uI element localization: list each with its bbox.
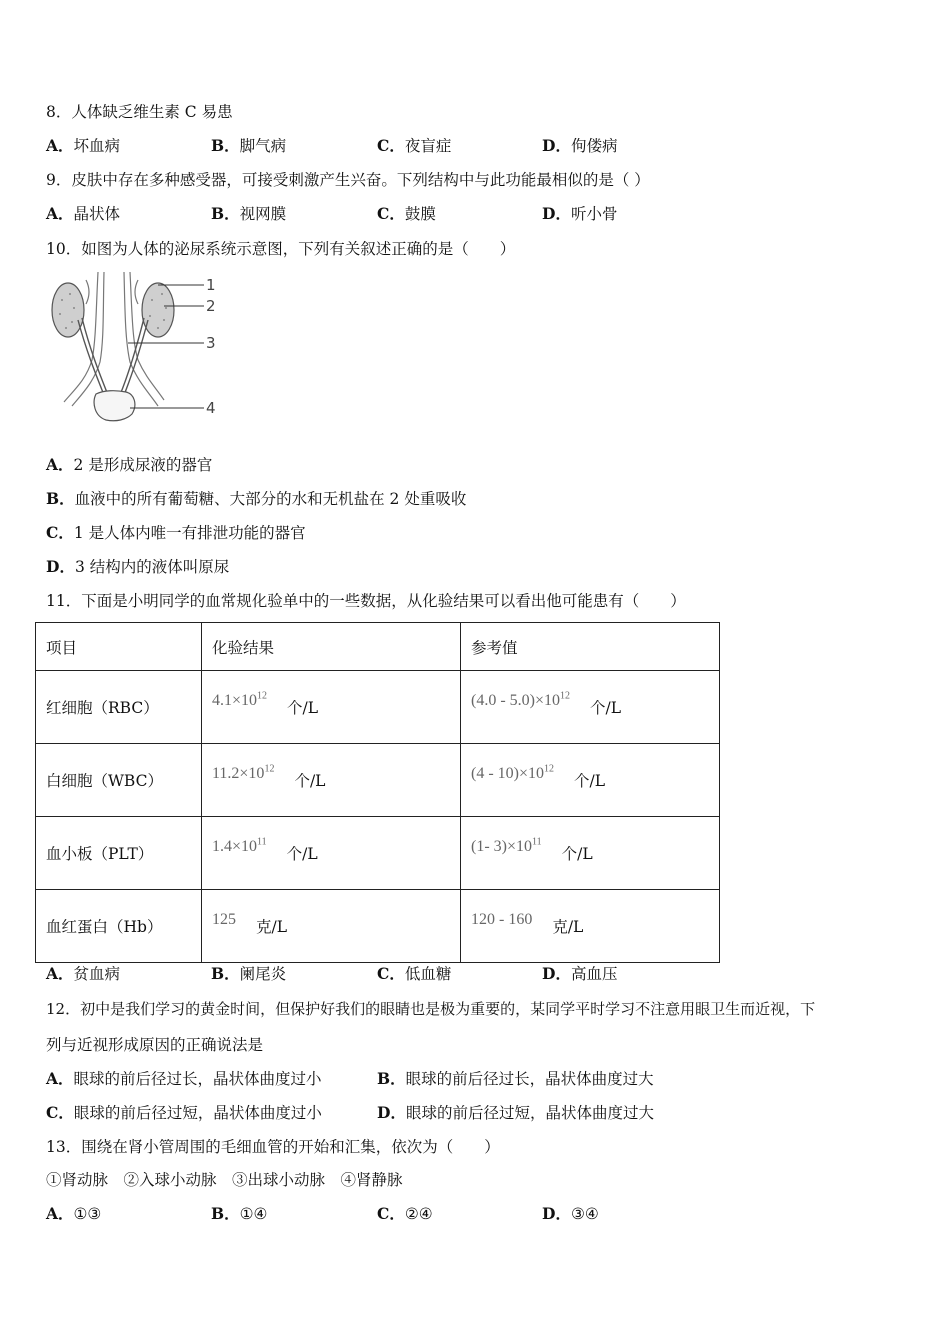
table-row	[36, 671, 720, 744]
table-cell-result: 125 克/L	[202, 890, 461, 963]
option-letter: B．	[377, 1069, 406, 1088]
option-letter: C．	[46, 1103, 74, 1122]
q11-option-a[interactable]	[46, 964, 120, 984]
table-cell-item: 血红蛋白（Hb）	[36, 890, 202, 963]
q9-stem: 9．皮肤中存在多种感受器，可接受刺激产生兴奋。下列结构中与此功能最相似的是（ ）	[46, 171, 650, 189]
q12-option-a[interactable]	[46, 1069, 322, 1089]
option-text: 血液中的所有葡萄糖、大部分的水和无机盐在 2 处重吸收	[74, 490, 467, 508]
q13-option-b[interactable]	[211, 1204, 267, 1224]
option-letter: A．	[46, 455, 74, 474]
option-text: 听小骨	[570, 205, 618, 223]
q12-option-d[interactable]	[377, 1103, 654, 1123]
option-text: 2 是形成尿液的器官	[73, 456, 213, 474]
option-letter: D．	[542, 964, 571, 983]
q12-option-c[interactable]	[46, 1103, 322, 1123]
option-letter: D．	[542, 204, 571, 223]
urinary-system-diagram	[46, 270, 236, 430]
option-text: 视网膜	[239, 205, 287, 223]
option-letter: D．	[542, 136, 571, 155]
q9-option-b[interactable]	[211, 204, 286, 224]
option-letter: B．	[211, 204, 240, 223]
option-text: 坏血病	[73, 137, 121, 155]
q11-option-c[interactable]	[377, 964, 451, 984]
option-letter: B．	[211, 964, 240, 983]
q10-option-a[interactable]	[46, 455, 212, 475]
option-text: 阑尾炎	[239, 965, 287, 983]
table-row	[36, 817, 720, 890]
option-text: 1 是人体内唯一有排泄功能的器官	[73, 524, 306, 542]
option-text: ②④	[404, 1205, 433, 1223]
option-letter: A．	[46, 964, 74, 983]
q11-option-d[interactable]	[542, 964, 617, 984]
q10-stem: 10．如图为人体的泌尿系统示意图，下列有关叙述正确的是（ ）	[46, 240, 516, 258]
q13-stem: 13．围绕在肾小管周围的毛细血管的开始和汇集，依次为（ ）	[46, 1138, 500, 1156]
table-cell-item: 血小板（PLT）	[36, 817, 202, 890]
option-text: 低血糖	[404, 965, 452, 983]
table-row	[36, 744, 720, 817]
q13-option-d[interactable]	[542, 1204, 599, 1224]
q13-option-a[interactable]	[46, 1204, 101, 1224]
q10-option-b[interactable]	[46, 489, 466, 509]
q11-option-b[interactable]	[211, 964, 286, 984]
figure-label-1: 1	[206, 276, 216, 294]
table-cell-ref: $(4 - 10)\times 10^{12}$个/L	[461, 744, 720, 817]
q12-option-b[interactable]	[377, 1069, 654, 1089]
option-text: 晶状体	[73, 205, 121, 223]
option-letter: C．	[377, 1204, 405, 1223]
figure-label-3: 3	[206, 334, 216, 352]
option-letter: D．	[46, 557, 75, 576]
q8-option-a[interactable]	[46, 136, 120, 156]
option-text: 鼓膜	[404, 205, 436, 223]
option-letter: A．	[46, 1204, 74, 1223]
table-cell-result: $11.2\times 10^{12}$个/L	[202, 744, 461, 817]
q8-option-d[interactable]	[542, 136, 617, 156]
option-text: 眼球的前后径过短，晶状体曲度过小	[73, 1104, 322, 1122]
blood-test-table	[35, 622, 720, 963]
option-letter: C．	[377, 964, 405, 983]
option-letter: C．	[377, 136, 405, 155]
option-letter: B．	[211, 1204, 240, 1223]
table-cell-item: 白细胞（WBC）	[36, 744, 202, 817]
table-row	[36, 890, 720, 963]
option-text: 高血压	[570, 965, 618, 983]
option-text: ①④	[239, 1205, 268, 1223]
table-header-row	[36, 623, 720, 671]
figure-label-2: 2	[206, 297, 216, 315]
option-text: ①③	[73, 1205, 102, 1223]
option-text: 夜盲症	[404, 137, 452, 155]
table-header: 参考值	[461, 623, 720, 671]
option-text: ③④	[570, 1205, 599, 1223]
option-text: 贫血病	[73, 965, 121, 983]
q9-option-a[interactable]	[46, 204, 120, 224]
option-text: 眼球的前后径过长，晶状体曲度过小	[73, 1070, 322, 1088]
option-text: 脚气病	[239, 137, 287, 155]
figure-label-4: 4	[206, 399, 216, 417]
option-letter: A．	[46, 136, 74, 155]
q9-option-d[interactable]	[542, 204, 617, 224]
table-cell-result: $1.4\times 10^{11}$个/L	[202, 817, 461, 890]
option-letter: C．	[46, 523, 74, 542]
q12-stem-line2: 列与近视形成原因的正确说法是	[46, 1036, 264, 1054]
table-cell-result: $4.1\times 10^{12}$个/L	[202, 671, 461, 744]
option-letter: A．	[46, 204, 74, 223]
option-letter: D．	[542, 1204, 571, 1223]
q8-option-c[interactable]	[377, 136, 451, 156]
table-cell-ref: (1- $3)\times 10^{11}$个/L	[461, 817, 720, 890]
table-cell-item: 红细胞（RBC）	[36, 671, 202, 744]
q10-option-d[interactable]	[46, 557, 229, 577]
q13-option-c[interactable]	[377, 1204, 433, 1224]
option-letter: D．	[377, 1103, 406, 1122]
option-letter: B．	[46, 489, 75, 508]
table-cell-ref: $(4.0 - 5.0)\times 10^{12}$个/L	[461, 671, 720, 744]
table-header: 项目	[36, 623, 202, 671]
option-text: 佝偻病	[570, 137, 618, 155]
option-text: 眼球的前后径过短，晶状体曲度过大	[405, 1104, 654, 1122]
left-kidney	[52, 283, 84, 337]
option-text: 3 结构内的液体叫原尿	[74, 558, 230, 576]
bladder	[94, 391, 135, 421]
q8-stem: 8．人体缺乏维生素 C 易患	[46, 103, 233, 121]
q8-option-b[interactable]	[211, 136, 286, 156]
table-header: 化验结果	[202, 623, 461, 671]
q13-items: ①肾动脉 ②入球小动脉 ③出球小动脉 ④肾静脉	[46, 1171, 403, 1189]
q9-option-c[interactable]	[377, 204, 436, 224]
q11-stem: 11．下面是小明同学的血常规化验单中的一些数据，从化验结果可以看出他可能患有（ ）	[46, 592, 686, 610]
option-text: 眼球的前后径过长，晶状体曲度过大	[405, 1070, 654, 1088]
q12-stem-line1: 12．初中是我们学习的黄金时间，但保护好我们的眼睛也是极为重要的，某同学平时学习不注意用眼卫生而近视，下	[46, 1000, 816, 1018]
q10-option-c[interactable]	[46, 523, 306, 543]
option-letter: C．	[377, 204, 405, 223]
option-letter: A．	[46, 1069, 74, 1088]
option-letter: B．	[211, 136, 240, 155]
table-cell-ref: 120 - 160 克/L	[461, 890, 720, 963]
